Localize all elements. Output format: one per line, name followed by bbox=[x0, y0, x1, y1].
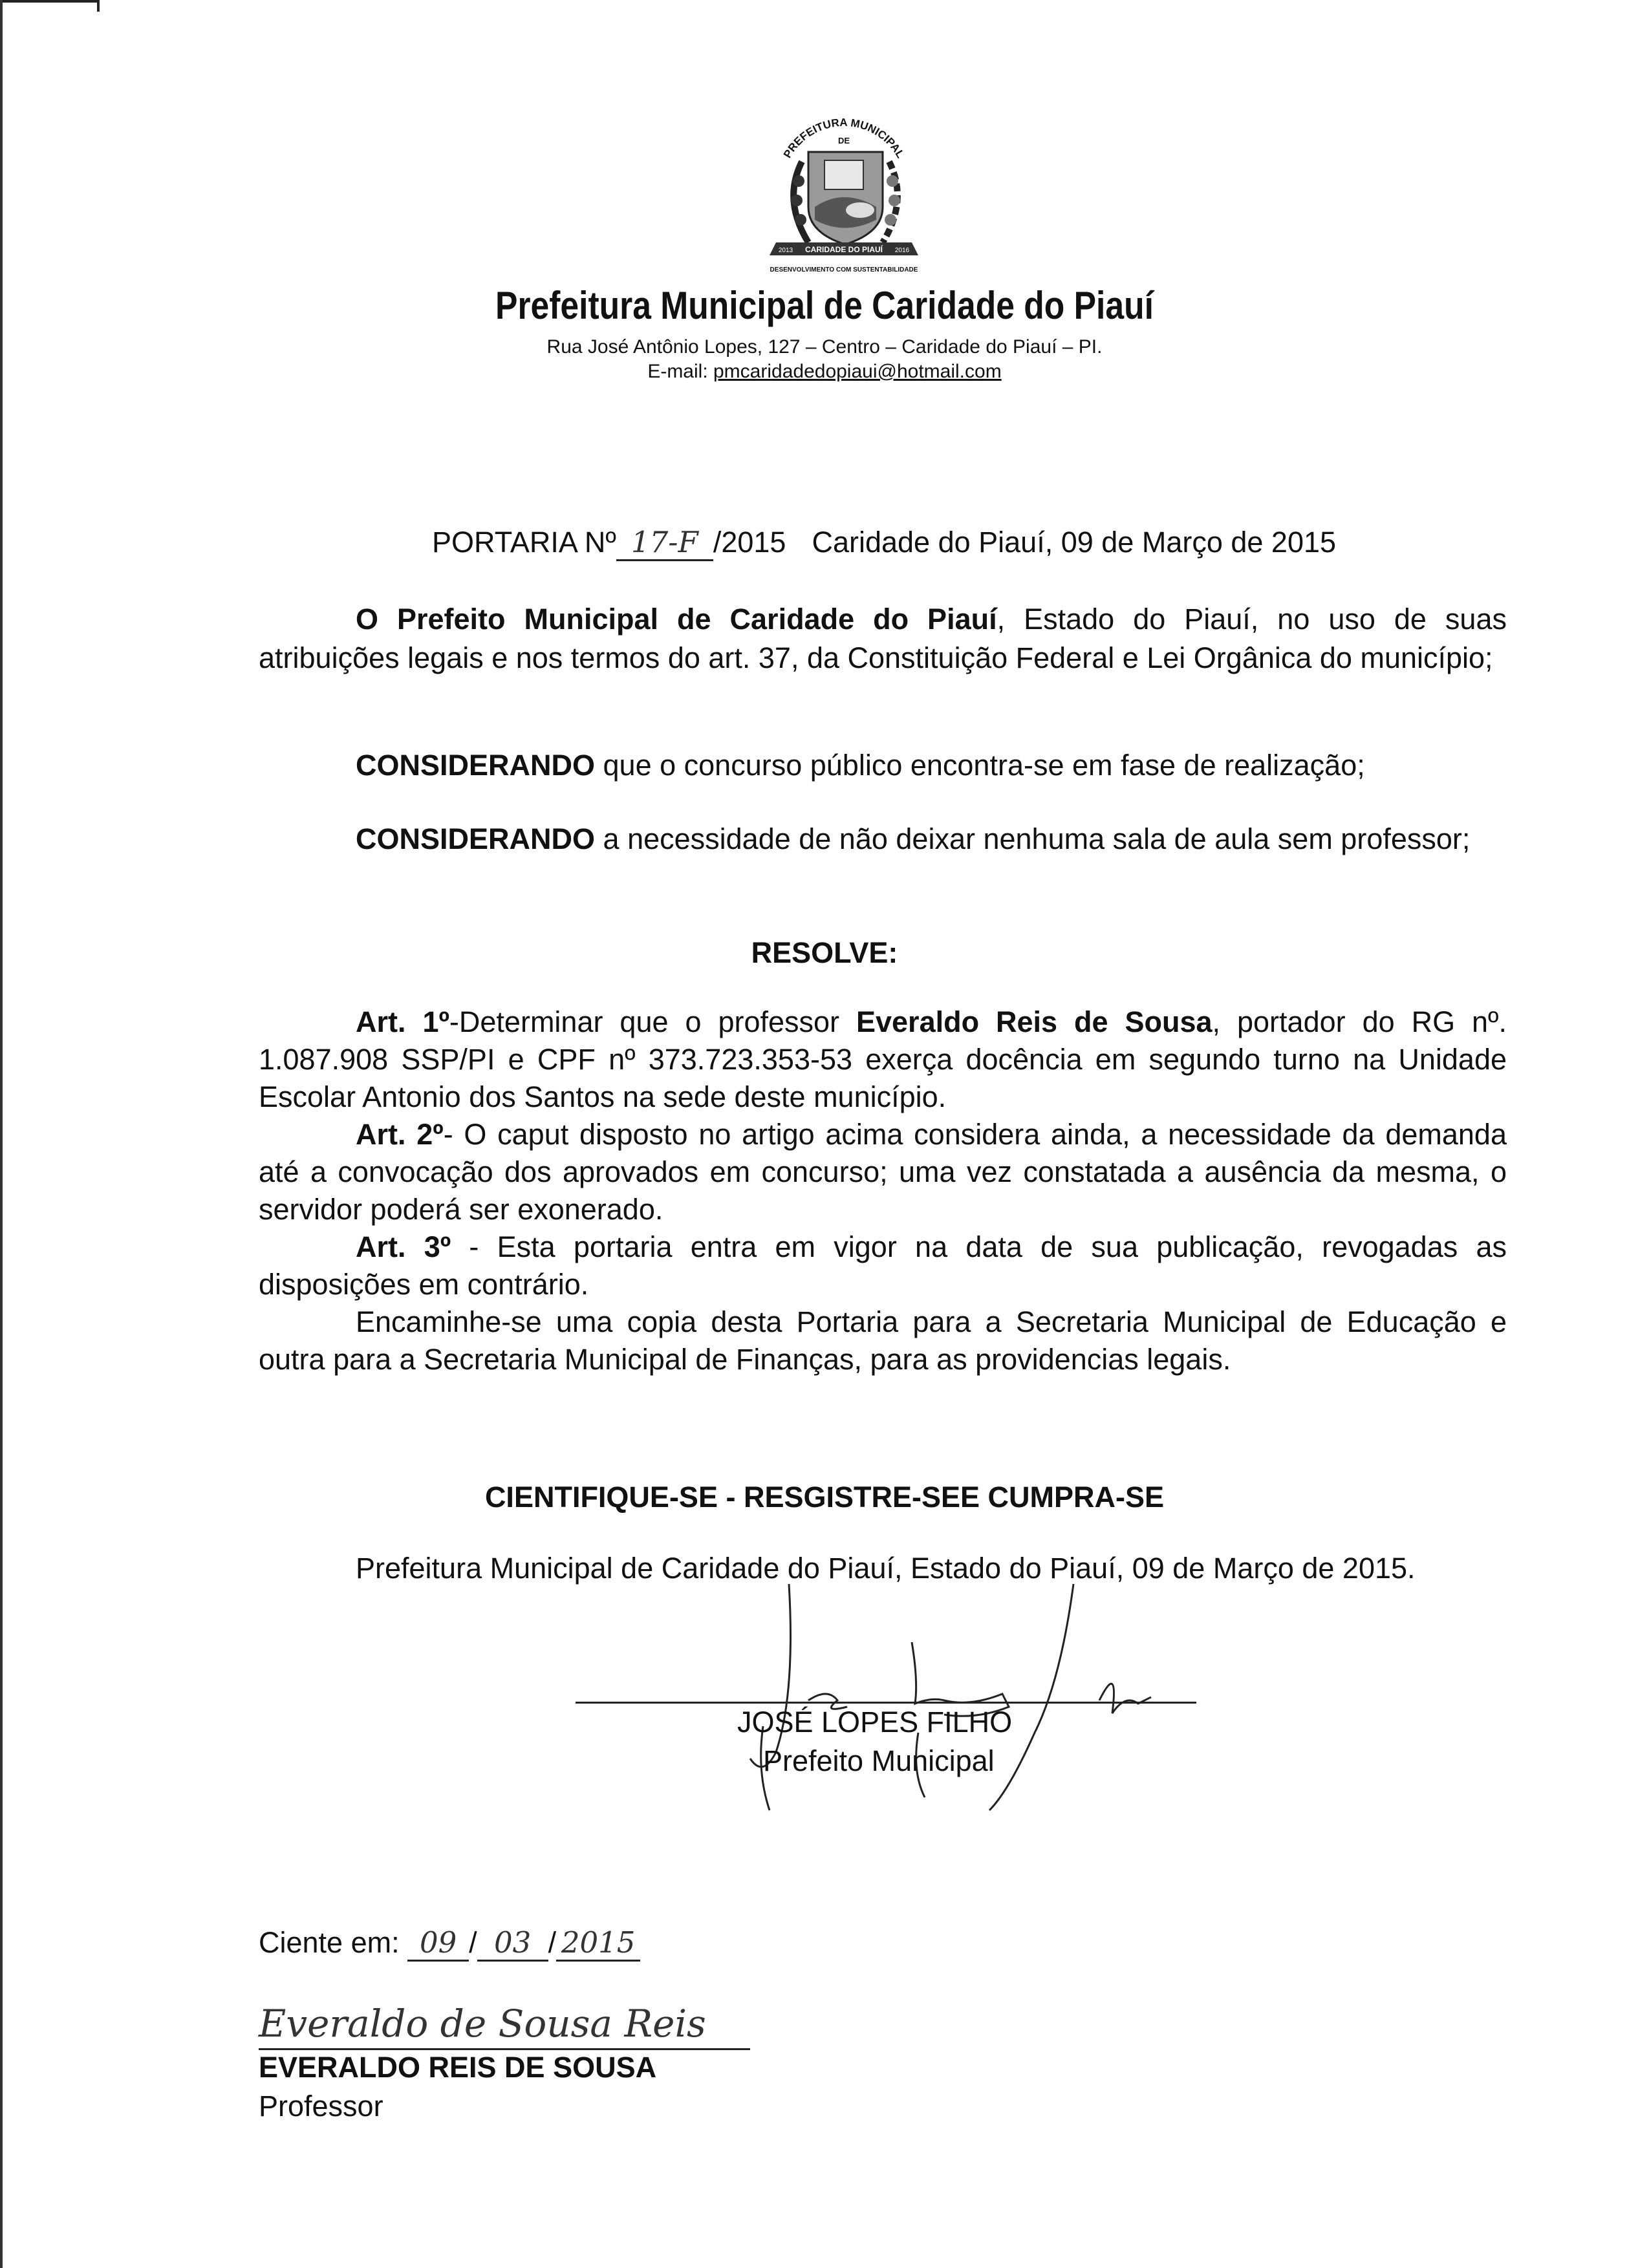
svg-text:DE: DE bbox=[837, 136, 850, 145]
email-link[interactable]: pmcaridadedopiaui@hotmail.com bbox=[713, 361, 1002, 382]
article-1: Art. 1º-Determinar que o professor Everaldo Reis de Sousa, portador do RG nº. 1.087.908 SSP/PI e CPF nº 373.723.353-53 exerça docência em segundo turno na Unidade Escolar Antonio dos Santos na sede deste município. bbox=[259, 1005, 1507, 1113]
svg-text:DESENVOLVIMENTO COM SUSTENTABI: DESENVOLVIMENTO COM SUSTENTABILIDADE bbox=[770, 266, 918, 273]
resolve-heading: RESOLVE: bbox=[751, 936, 898, 969]
mayor-signature-line bbox=[576, 1702, 1196, 1704]
mayor-handwritten-signature bbox=[698, 1565, 1280, 1836]
portaria-heading: PORTARIA Nº 17-F /2015 Caridade do Piauí, 09 de Março de 2015 bbox=[432, 525, 1336, 561]
portaria-number-handwritten: 17-F bbox=[616, 525, 713, 561]
professor-signature-line bbox=[259, 2048, 750, 2050]
considerando-1: CONSIDERANDO que o concurso público encontra-se em fase de realização; bbox=[356, 749, 1365, 782]
page-corner-mark bbox=[0, 0, 100, 12]
professor-handwritten-signature bbox=[252, 1991, 757, 2049]
preamble-paragraph: O Prefeito Municipal de Caridade do Piauí, Estado do Piauí, no uso de suas atribuições legais e nos termos do art. 37, da Constituição Federal e Lei Orgânica do município; bbox=[259, 603, 1507, 674]
closing-heading: CIENTIFIQUE-SE - RESGISTRE-SEE CUMPRA-SE bbox=[484, 1481, 1165, 1514]
article-3: Art. 3º - Esta portaria entra em vigor na data de sua publicação, revogadas as disposições em contrário. bbox=[259, 1230, 1507, 1301]
article-2: Art. 2º- O caput disposto no artigo acima considera ainda, a necessidade da demanda até a convocação dos aprovados em concurso; uma vez constatada a ausência da mesma, o servidor poderá ser exonerado. bbox=[259, 1118, 1507, 1226]
org-email: E-mail: pmcaridadedopiaui@hotmail.com bbox=[647, 361, 1002, 382]
ciente-day: 09 bbox=[407, 1925, 469, 1962]
mayor-name: JOSÉ LOPES FILHO bbox=[737, 1706, 1013, 1738]
portaria-date: Caridade do Piauí, 09 de Março de 2015 bbox=[812, 526, 1337, 559]
professor-name: EVERALDO REIS DE SOUSA bbox=[259, 2051, 657, 2084]
professor-role: Professor bbox=[259, 2090, 383, 2123]
mayor-role: Prefeito Municipal bbox=[763, 1744, 995, 1777]
ciente-year: 2015 bbox=[556, 1925, 640, 1962]
svg-text:PREFEITURA MUNICIPAL: PREFEITURA MUNICIPAL bbox=[781, 116, 907, 160]
ciente-line: Ciente em: 09 / 03 / 2015 bbox=[259, 1925, 640, 1962]
forward-paragraph: Encaminhe-se uma copia desta Portaria para a Secretaria Municipal de Educação e outra para a Secretaria Municipal de Finanças, para as providencias legais. bbox=[259, 1305, 1507, 1376]
place-date-paragraph: Prefeitura Municipal de Caridade do Piauí, Estado do Piauí, 09 de Março de 2015. bbox=[356, 1552, 1416, 1585]
svg-text:Everaldo de Sousa Reis: Everaldo de Sousa Reis bbox=[259, 2002, 706, 2046]
svg-text:CARIDADE DO PIAUÍ: CARIDADE DO PIAUÍ bbox=[804, 245, 883, 254]
svg-text:2013: 2013 bbox=[778, 247, 793, 254]
svg-text:2016: 2016 bbox=[894, 247, 910, 254]
org-title: Prefeitura Municipal de Caridade do Piauí bbox=[495, 284, 1154, 327]
considerando-2: CONSIDERANDO a necessidade de não deixar nenhuma sala de aula sem professor; bbox=[356, 822, 1471, 855]
municipal-crest bbox=[737, 110, 951, 284]
org-address: Rua José Antônio Lopes, 127 – Centro – Caridade do Piauí – PI. bbox=[546, 336, 1103, 358]
ciente-month: 03 bbox=[477, 1925, 548, 1962]
